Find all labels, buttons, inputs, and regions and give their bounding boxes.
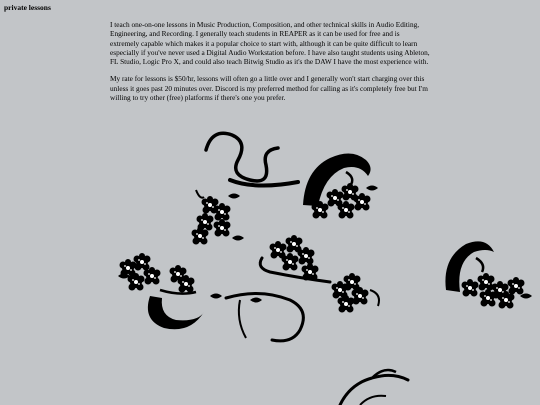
ornament-upper-center: [192, 133, 299, 244]
ornament-left: [118, 253, 204, 329]
ornament-bottom: [340, 370, 408, 405]
ornament-upper-right: [303, 153, 378, 218]
ornament-middle-center: [210, 235, 379, 341]
intro-paragraph: I teach one-on-one lessons in Music Production, Composition, and other technical skills in Audio Editing, Engineering, and Recording. I generally teach students in REAPER as it can be used for free and is extremely capable which makes it a popular choice to start with, although it can be quite difficult to learn especially if you've never used a Digital Audio Workstation before. I have also taught students using Ableton, FL Studio, Logic Pro X, and could also teach Bitwig Studio as it's the DAW I have the most experience with.: [110, 20, 430, 67]
ornament-right: [445, 241, 532, 308]
rate-paragraph: My rate for lessons is $50/hr, lessons will often go a little over and I generally won't start charging over this unless it goes past 20 minutes over. Discord is my preferred method for calling as it's completely free but I'm willing to try other (free) platforms if there's one you prefer.: [110, 74, 428, 103]
page-title: private lessons: [4, 3, 51, 12]
